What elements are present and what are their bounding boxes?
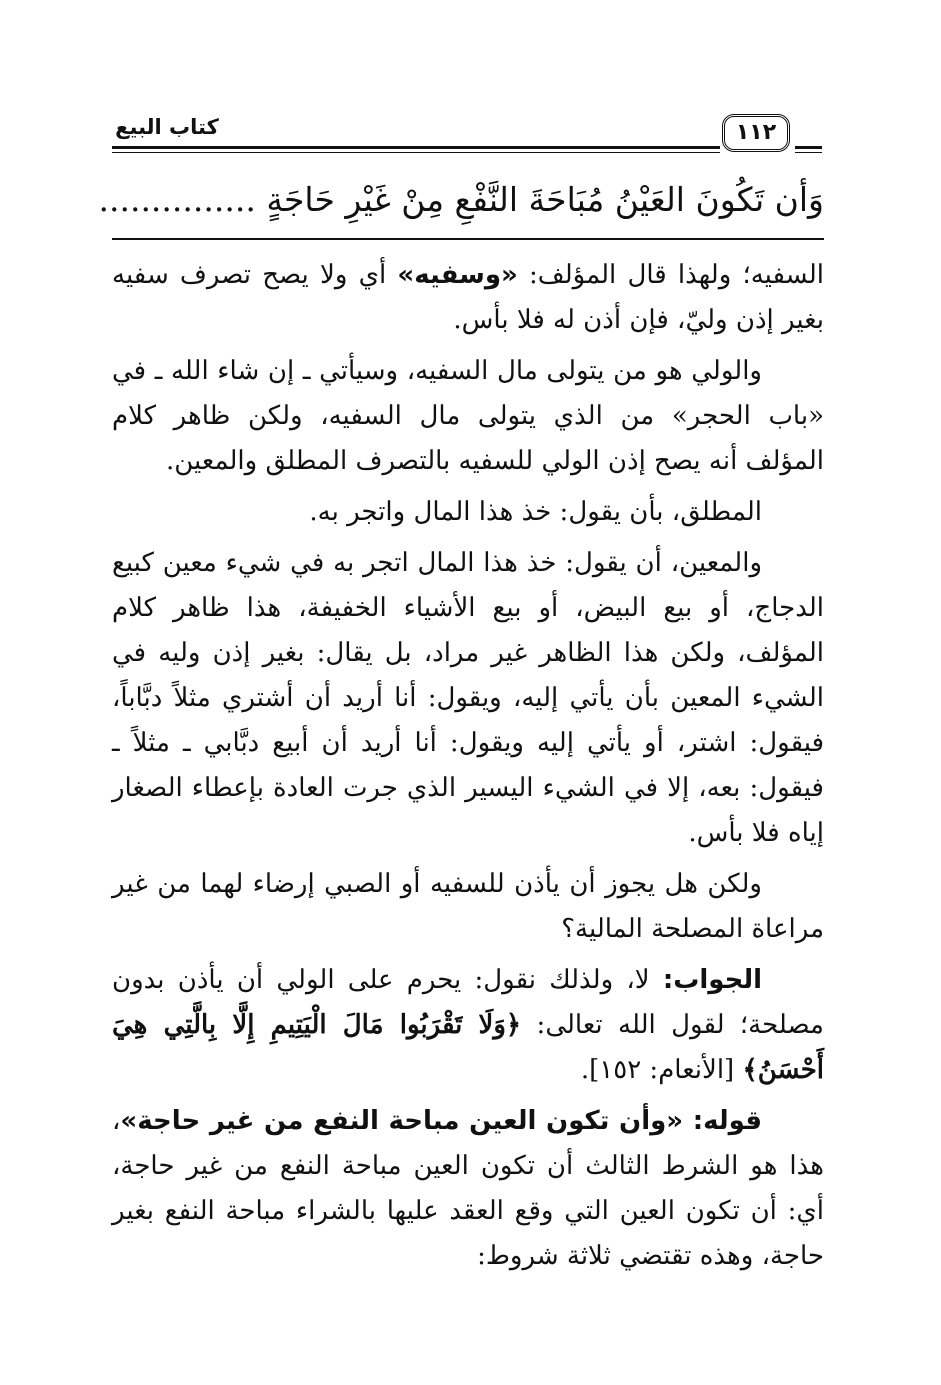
header-rule-thin (112, 152, 720, 153)
answer-label: الجواب: (662, 965, 762, 995)
paragraph-1 (112, 253, 824, 343)
quran-verse: ﴿وَلَا تَقْرَبُوا مَالَ الْيَتِيمِ إِلَّا بِالَّتِي هِيَ أَحْسَنُ﴾ (112, 1010, 824, 1085)
matn-quote: «وأن تكون العين مباحة النفع من غير حاجة» (120, 1106, 693, 1136)
quoted-term: «وسفيه» (397, 260, 518, 290)
matn-separator (112, 238, 824, 240)
header-rule-right-thin (795, 152, 822, 153)
paragraph-6 (112, 958, 824, 1093)
header-rule-right (795, 146, 822, 149)
commentary-body (112, 253, 824, 1285)
paragraph-2: والولي هو من يتولى مال السفيه، وسيأتي ـ إن شاء الله ـ في «باب الحجر» من الذي يتولى مال السفيه، ولكن ظاهر كلام المؤلف أنه يصح إذن الولي للسفيه بالتصرف المطلق والمعين. (112, 356, 824, 476)
matn-text: وَأن تَكُونَ العَيْنُ مُبَاحَةَ النَّفْعِ مِنْ غَيْرِ حَاجَةٍ ............... (98, 180, 824, 219)
paragraph-1-rest: أي ولا يصح تصرف سفيه بغير إذن وليّ، فإن أذن له فلا بأس. (112, 260, 824, 335)
paragraph-5: ولكن هل يجوز أن يأذن للسفيه أو الصبي إرضاء لهما من غير مراعاة المصلحة المالية؟ (112, 869, 824, 944)
answer-text: لا، ولذلك نقول: يحرم على الولي أن يأذن بدون مصلحة؛ لقول الله تعالى: (112, 965, 824, 1040)
paragraph-3: المطلق، بأن يقول: خذ هذا المال واتجر به. (309, 497, 762, 527)
paragraph-7-text: ، هذا هو الشرط الثالث أن تكون العين مباحة النفع من غير حاجة، أي: أن تكون العين التي وقع العقد عليها بالشراء مباحة النفع بغير حاجة، وهذه تقتضي ثلاثة شروط: (112, 1106, 824, 1271)
paragraph-1-text: السفيه؛ ولهذا قال المؤلف: (517, 260, 824, 290)
qawluhu-label: قوله: (692, 1106, 762, 1136)
paragraph-4: والمعين، أن يقول: خذ هذا المال اتجر به في شيء معين كبيع الدجاج، أو بيع البيض، أو بيع الأشياء الخفيفة، هذا ظاهر كلام المؤلف، ولكن هذا الظاهر غير مراد، بل يقال: بغير إذن وليه في الشيء المعين بأن يأتي إليه، ويقول: أنا أريد أن أشتري مثلاً دبَّاباً، فيقول: اشتر، أو يأتي إليه ويقول: أنا أريد أن أبيع دبَّابي ـ مثلاً ـ فيقول: بعه، إلا في الشيء اليسير الذي جرت العادة بإعطاء الصغار إياه فلا بأس. (112, 548, 824, 848)
paragraph-7 (112, 1099, 824, 1279)
page-number-badge (722, 114, 790, 152)
page-number: ١١٢ (735, 120, 777, 145)
verse-reference: [الأنعام: ١٥٢]. (580, 1055, 743, 1085)
header-rule (112, 146, 720, 149)
running-header-title: كتاب البيع (115, 115, 219, 139)
